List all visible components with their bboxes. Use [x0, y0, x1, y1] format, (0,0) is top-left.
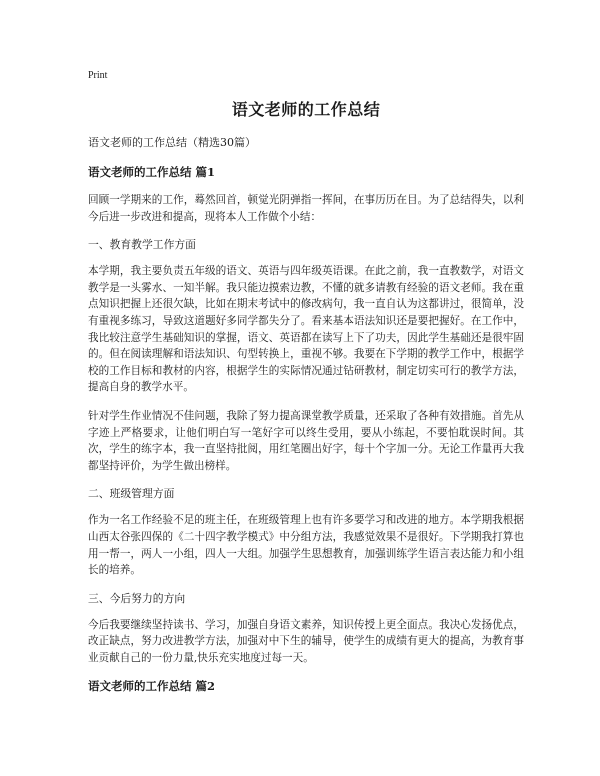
- document-title: 语文老师的工作总结: [231, 100, 381, 119]
- intro-paragraph: 回顾一学期来的工作，蓦然回首，顿觉光阴弹指一挥间，在事历历在目。为了总结得失，以利今后进一步改进和提高，现将本人工作做个小结：: [88, 194, 524, 223]
- teaching-paragraph-1: 本学期，我主要负责五年级的语文、英语与四年级英语课。在此之前，我一直教数学，对语文教学是一头雾水、一知半解。我只能边摸索边教，不懂的就多请教有经验的语文老师。我在重点知识把握上还很欠缺，比如在期末考试中的修改病句，我一直自认为这都讲过，很简单，没有重视多练习，导致这道题好多同学都失分了。看来基本语法知识还是要把握好。在工作中，我比较注意学生基础知识的掌握，语文、英语都在读写上下了功夫，因此学生基础还是很牢固的。但在阅读理解和语法知识、句型转换上，重视不够。我要在下学期的教学工作中，根据学校的工作目标和教材的内容，根据学生的实际情况通过钻研教材，制定切实可行的教学方法，提高自身的教学水平。: [88, 265, 524, 394]
- document-subtitle: 语文老师的工作总结（精选30篇）: [88, 136, 256, 149]
- section-heading-1: 语文老师的工作总结 篇1: [88, 165, 216, 179]
- document-page: [88, 70, 524, 706]
- future-direction-paragraph: 今后我要继续坚持读书、学习，加强自身语文素养，知识传授上更全面点。我决心发扬优点，改正缺点，努力改进教学方法，加强对中下生的辅导，使学生的成绩有更大的提高，为教育事业贡献自己的一份力量,快乐充实地度过每一天。: [88, 618, 524, 664]
- class-management-paragraph: 作为一名工作经验不足的班主任，在班级管理上也有许多要学习和改进的地方。本学期我根据山西太谷张四保的《二十四字教学模式》中分组方法，我感觉效果不是很好。下学期我打算也用一帮一，两人一小组，四人一大组。加强学生思想教育，加强训练学生语言表达能力和小组长的培养。: [88, 514, 524, 577]
- subheading-future-direction: 三、今后努力的方向: [88, 591, 186, 605]
- section-heading-2: 语文老师的工作总结 篇2: [88, 679, 216, 694]
- teaching-paragraph-2: 针对学生作业情况不佳问题，我除了努力提高课堂教学质量，还采取了各种有效措施。首先从字迹上严格要求，让他们明白写一笔好字可以终生受用，要从小练起，不要怕耽误时间。其次，学生的练字本，我一直坚持批阅，用红笔圈出好字，每十个字加一分。无论工作量再大我都坚持评价，为学生做出榜样。: [88, 409, 524, 472]
- subheading-teaching: 一、教育教学工作方面: [88, 238, 196, 252]
- subheading-class-management: 二、班级管理方面: [88, 487, 175, 501]
- print-label[interactable]: Print: [88, 70, 108, 81]
